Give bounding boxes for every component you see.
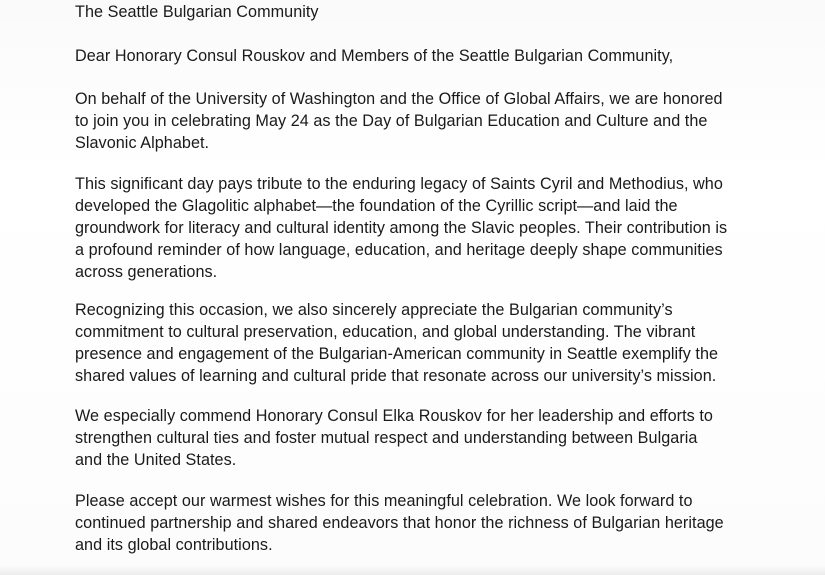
recipient-line: The Seattle Bulgarian Community: [75, 3, 319, 21]
paragraph-1-line-2: to join you in celebrating May 24 as the Day of Bulgarian Education and Culture and the: [75, 112, 708, 130]
paragraph-5-line-3: and its global contributions.: [75, 536, 273, 554]
paragraph-2-line-2: developed the Glagolitic alphabet—the foundation of the Cyrillic script—and laid the: [75, 197, 678, 215]
paragraph-4-line-3: and the United States.: [75, 451, 237, 469]
paragraph-1-line-3: Slavonic Alphabet.: [75, 134, 210, 152]
paragraph-5-line-2: continued partnership and shared endeavors that honor the richness of Bulgarian heritage: [75, 514, 724, 532]
paragraph-3-line-2: commitment to cultural preservation, education, and global understanding. The vibrant: [75, 323, 696, 341]
paragraph-3-line-4: shared values of learning and cultural pride that resonate across our university’s mission.: [75, 367, 717, 385]
paragraph-2-line-3: groundwork for literacy and cultural identity among the Slavic peoples. Their contribution is: [75, 219, 728, 237]
paragraph-5-line-1: Please accept our warmest wishes for this meaningful celebration. We look forward to: [75, 492, 693, 510]
paragraph-2-line-1: This significant day pays tribute to the enduring legacy of Saints Cyril and Methodius, who: [75, 175, 723, 193]
paragraph-3-line-3: presence and engagement of the Bulgarian-American community in Seattle exemplify the: [75, 345, 719, 363]
salutation: Dear Honorary Consul Rouskov and Members of the Seattle Bulgarian Community,: [75, 47, 674, 65]
paragraph-4-line-2: strengthen cultural ties and foster mutual respect and understanding between Bulgaria: [75, 429, 698, 447]
paragraph-2-line-5: across generations.: [75, 263, 218, 281]
page-bottom-shadow: [0, 565, 825, 575]
paragraph-1-line-1: On behalf of the University of Washington and the Office of Global Affairs, we are honored: [75, 90, 723, 108]
paragraph-2-line-4: a profound reminder of how language, education, and heritage deeply shape communities: [75, 241, 723, 259]
paragraph-4-line-1: We especially commend Honorary Consul Elka Rouskov for her leadership and efforts to: [75, 407, 713, 425]
paragraph-3-line-1: Recognizing this occasion, we also sincerely appreciate the Bulgarian community’s: [75, 301, 673, 319]
